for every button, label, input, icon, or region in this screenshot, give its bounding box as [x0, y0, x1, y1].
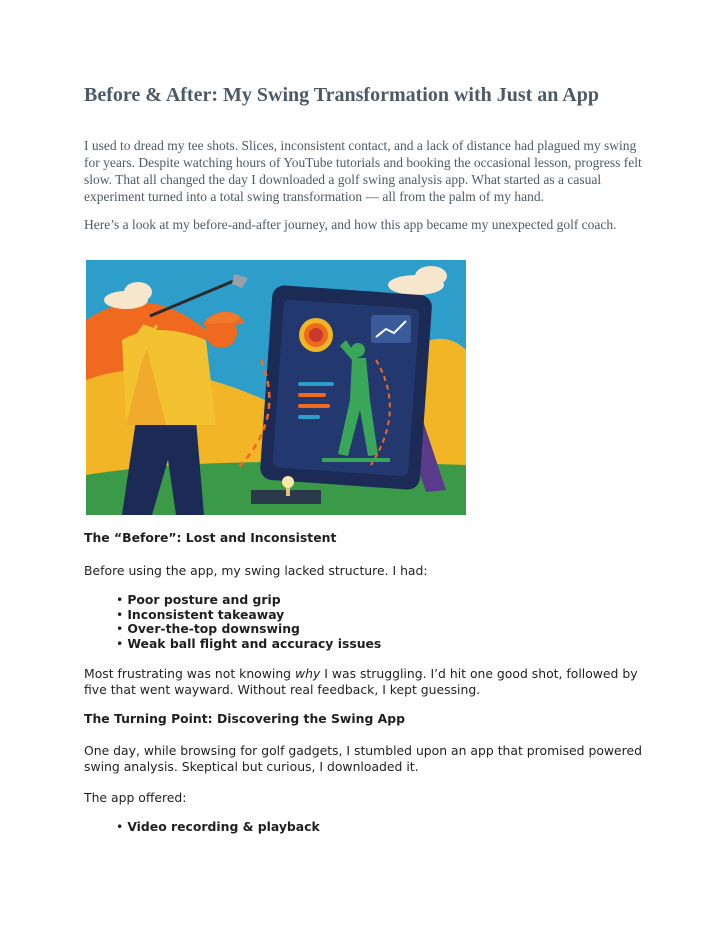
intro-paragraph-2: Here’s a look at my before-and-after journey, and how this app became my unexpected golf coach. [84, 217, 617, 232]
list-item: • Over-the-top downswing [116, 622, 381, 637]
app-features-list [116, 820, 320, 835]
app-offered-paragraph: The app offered: [84, 790, 187, 805]
before-frustration-paragraph [84, 666, 644, 698]
emphasis-text: why [295, 666, 321, 681]
text-run: Most frustrating was not knowing [84, 666, 295, 681]
list-item: • Weak ball flight and accuracy issues [116, 637, 381, 652]
text-run: I was struggling. I’d hit one good shot, followed by five that went wayward. Without real feedback, I kept guessing. [84, 666, 638, 697]
before-lead-paragraph: Before using the app, my swing lacked structure. I had: [84, 563, 428, 578]
section-heading-before: The “Before”: Lost and Inconsistent [84, 530, 337, 545]
before-problems-list [116, 593, 381, 651]
section-heading-turning-point: The Turning Point: Discovering the Swing App [84, 711, 405, 726]
list-item: • Video recording & playback [116, 820, 320, 835]
golfer-tablet-illustration [86, 260, 466, 515]
intro-paragraph: I used to dread my tee shots. Slices, inconsistent contact, and a lack of distance had plagued my swing for years. Despite watching hours of YouTube tutorials and booking the occasional lesson, progress felt slow. That all changed the day I downloaded a golf swing analysis app. What started as a casual experiment turned into a total swing transformation — all from the palm of my hand. [84, 138, 642, 204]
list-item: • Inconsistent takeaway [116, 608, 381, 623]
hero-illustration [86, 260, 466, 515]
list-item: • Poor posture and grip [116, 593, 381, 608]
article-title: Before & After: My Swing Transformation with Just an App [84, 84, 599, 106]
turning-point-paragraph: One day, while browsing for golf gadgets, I stumbled upon an app that promised powered swing analysis. Skeptical but curious, I downloaded it. [84, 743, 642, 774]
